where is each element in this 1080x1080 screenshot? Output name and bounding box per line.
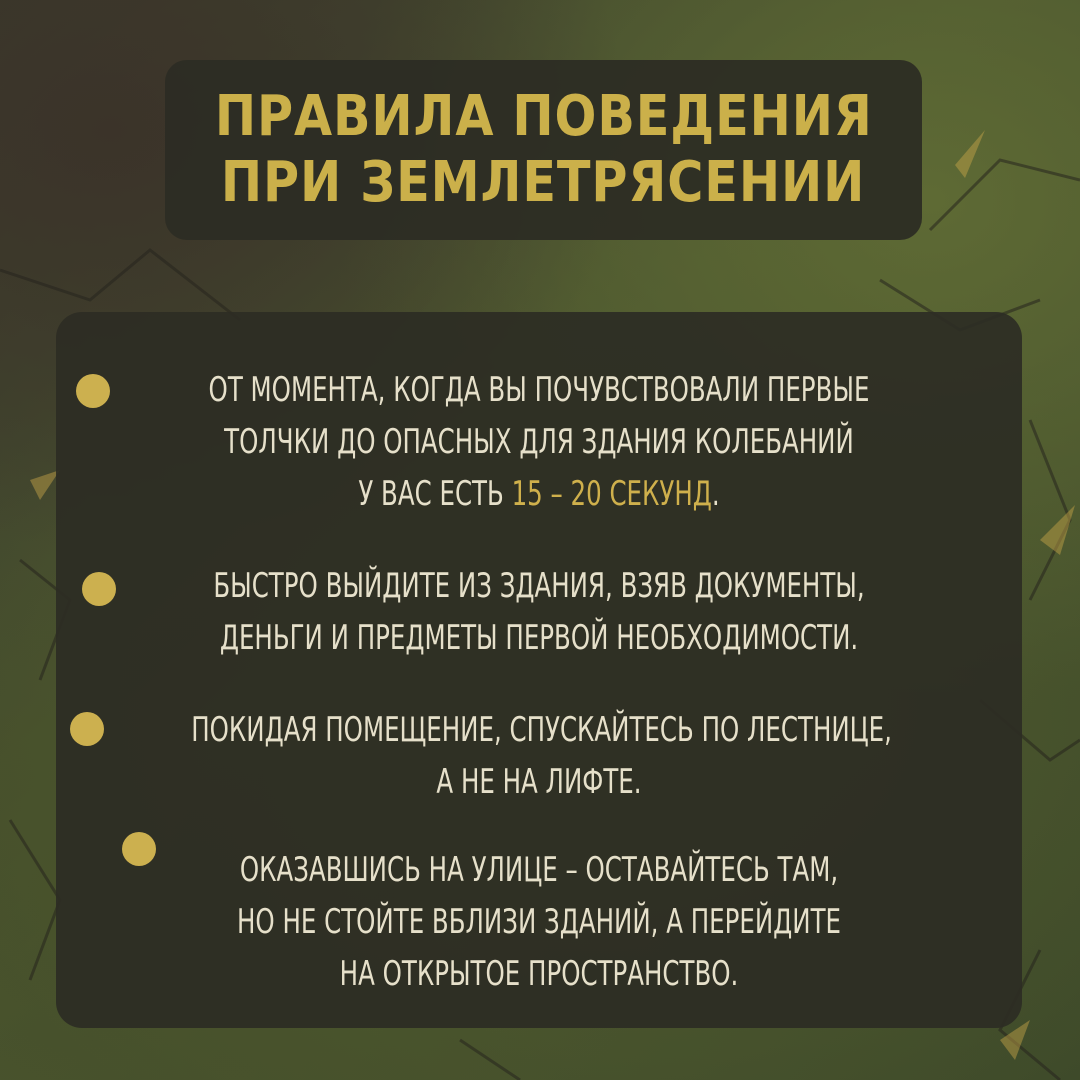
page-title-line-2: ПРИ ЗЕМЛЕТРЯСЕНИИ xyxy=(221,150,866,215)
rule-3-line-1: ПОКИДАЯ ПОМЕЩЕНИЕ, СПУСКАЙТЕСЬ ПО ЛЕСТНИЦЕ, xyxy=(191,710,892,750)
rule-item-1 xyxy=(56,364,1022,520)
time-highlight: 15 – 20 СЕКУНД xyxy=(511,474,712,514)
rule-1-line-1: ОТ МОМЕНТА, КОГДА ВЫ ПОЧУВСТВОВАЛИ ПЕРВЫЕ xyxy=(208,370,870,410)
rule-4-line-3: НА ОТКРЫТОЕ ПРОСТРАНСТВО. xyxy=(339,954,739,994)
title-panel xyxy=(165,60,922,240)
rule-1-line-3-prefix: У ВАС ЕСТЬ xyxy=(358,474,512,514)
rule-item-4 xyxy=(56,844,1022,1000)
rule-1-line-3-suffix: . xyxy=(711,474,720,514)
rules-panel xyxy=(56,312,1022,1028)
rule-item-2 xyxy=(56,560,1022,664)
rule-4-line-1: ОКАЗАВШИСЬ НА УЛИЦЕ – ОСТАВАЙТЕСЬ ТАМ, xyxy=(239,850,839,890)
rule-1-line-3 xyxy=(191,468,887,520)
rule-4-line-2: НО НЕ СТОЙТЕ ВБЛИЗИ ЗДАНИЙ, А ПЕРЕЙДИТЕ xyxy=(236,902,842,942)
rule-item-3 xyxy=(56,704,1022,808)
rule-2-line-2: ДЕНЬГИ И ПРЕДМЕТЫ ПЕРВОЙ НЕОБХОДИМОСТИ. xyxy=(219,618,859,658)
rule-2-line-1: БЫСТРО ВЫЙДИТЕ ИЗ ЗДАНИЯ, ВЗЯВ ДОКУМЕНТЫ, xyxy=(213,566,865,606)
rule-1-line-2: ТОЛЧКИ ДО ОПАСНЫХ ДЛЯ ЗДАНИЯ КОЛЕБАНИЙ xyxy=(224,422,854,462)
rule-3-line-2: А НЕ НА ЛИФТЕ. xyxy=(436,762,642,802)
page-title-line-1: ПРАВИЛА ПОВЕДЕНИЯ xyxy=(214,84,873,149)
